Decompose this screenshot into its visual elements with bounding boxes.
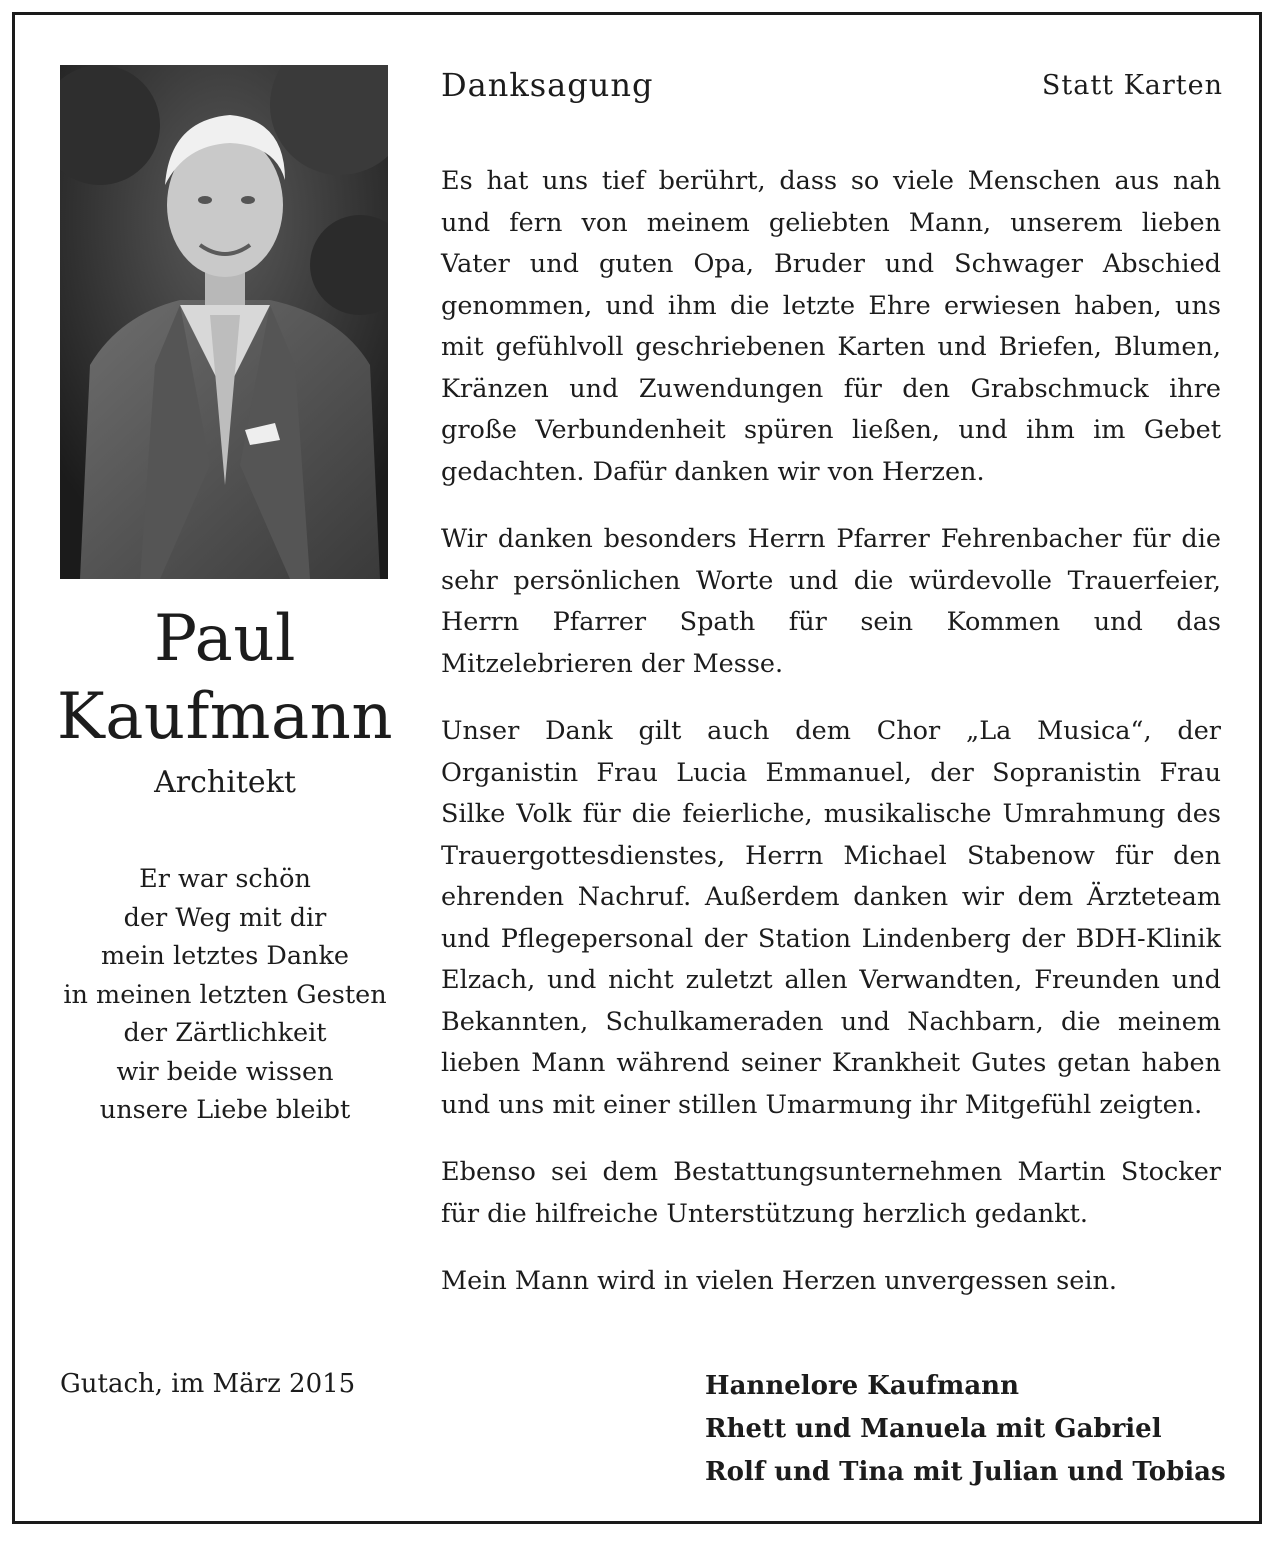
- deceased-profession: Architekt: [154, 765, 296, 800]
- signature-line: Rhett und Manuela mit Gabriel: [705, 1414, 1162, 1444]
- poem-line: unsere Liebe bleibt: [99, 1095, 351, 1125]
- place-date: Gutach, im März 2015: [60, 1369, 356, 1399]
- statt-karten-label: Statt Karten: [1041, 70, 1223, 101]
- poem-line: der Weg mit dir: [123, 902, 327, 933]
- obituary-notice: [12, 12, 1262, 1524]
- portrait-photo-icon: [60, 65, 388, 579]
- thanks-paragraph: Wir danken besonders Herrn Pfarrer Fehrenbacher für die sehr persönlichen Worte und die würdevolle Trauerfeier, Herrn Pfarrer Spath für sein Kommen und das Mitzelebrieren der Messe.: [441, 524, 1221, 679]
- deceased-last-name: Kaufmann: [56, 680, 394, 754]
- signature-line: Hannelore Kaufmann: [705, 1371, 1019, 1401]
- thanks-paragraph: Es hat uns tief berührt, dass so viele Menschen aus nah und fern von meinem geliebten Mann, unserem lieben Vater und guten Opa, Bruder und Schwager Abschied genommen, und ihm die letzte Ehre erwiesen haben, uns mit gefühlvoll geschriebenen Karten und Briefen, Blumen, Kränzen und Zuwendungen für den Grabschmuck ihre große Verbundenheit spüren ließen, und ihm im Gebet gedachten. Dafür danken wir von Herzen.: [441, 166, 1221, 487]
- thanks-paragraph: Ebenso sei dem Bestattungsunternehmen Martin Stocker für die hilfreiche Unterstützung herzlich gedankt.: [441, 1157, 1221, 1229]
- notice-heading: Danksagung: [441, 66, 654, 104]
- poem-line: Er war schön: [139, 864, 311, 894]
- thanks-paragraph: Unser Dank gilt auch dem Chor „La Musica“, der Organistin Frau Lucia Emmanuel, der Sopranistin Frau Silke Volk für die feierliche, musikalische Umrahmung des Trauergottesdienstes, Herrn Michael Stabenow für den ehrenden Nachruf. Außerdem danken wir dem Ärzteteam und Pflegepersonal der Station Lindenberg der BDH-Klinik Elzach, und nicht zuletzt allen Verwandten, Freunden und Bekannten, Schulkameraden und Nachbarn, die meinem lieben Mann während seiner Krankheit Gutes getan haben und uns mit einer stillen Umarmung ihr Mitgefühl zeigten.: [441, 716, 1221, 1120]
- poem-line: der Zärtlichkeit: [123, 1018, 327, 1048]
- deceased-first-name: Paul: [153, 602, 297, 676]
- thanks-text: [441, 161, 1221, 1329]
- thanks-paragraph: Mein Mann wird in vielen Herzen unvergessen sein.: [441, 1266, 1118, 1296]
- poem-line: in meinen letzten Gesten: [63, 979, 387, 1010]
- poem-line: wir beide wissen: [116, 1056, 334, 1087]
- poem: [45, 860, 405, 1130]
- signatures: [705, 1365, 1226, 1494]
- poem-line: mein letztes Danke: [100, 941, 350, 971]
- signature-line: Rolf und Tina mit Julian und Tobias: [705, 1457, 1226, 1487]
